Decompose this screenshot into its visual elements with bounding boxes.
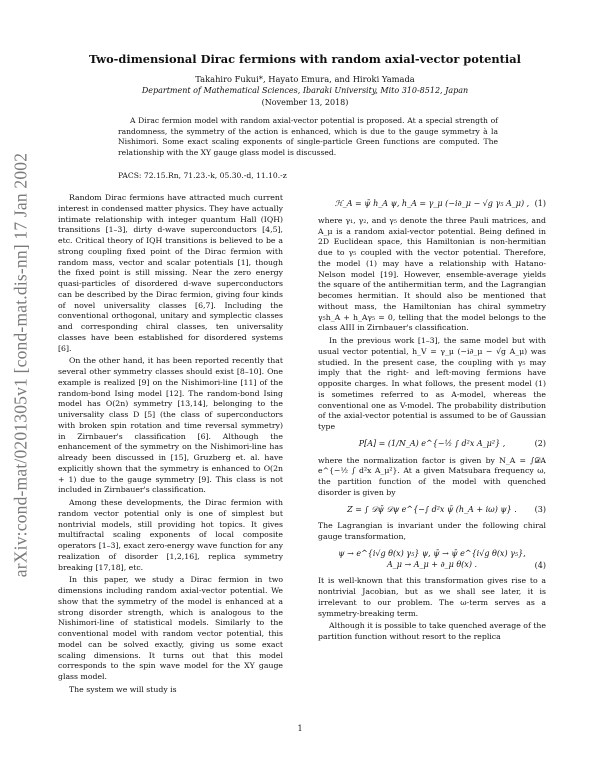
right-column: [318, 193, 546, 645]
equation-2-body: P[A] = (1/N_A) e^{−½ ∫ d²x A_μ²} ,: [358, 438, 506, 448]
right-paragraph-3: where the normalization factor is given by N_A = ∫𝒟A e^{−½ ∫ d²x A_μ²}. At a given Matsubara frequency ω, the partition function of the model with quenched disorder is given by: [318, 455, 546, 497]
equation-3-body: Z = ∫ 𝒟ψ̄ 𝒟ψ e^{−∫ d²x ψ̄ (h_A + iω) ψ} .: [347, 504, 517, 514]
equation-2-number: (2): [534, 438, 546, 448]
equation-3-number: (3): [534, 504, 546, 514]
left-paragraph-2: On the other hand, it has been reported recently that several other symmetry classes should exist [8–10]. One example is realized [9] on the Nishimori-line [11] of the random-bond Ising model [12]. The random-bond Ising model has O(2n) symmetry [13,14], belonging to the universality class D [5] (the class of superconductors with broken spin rotation and time reversal symmetry) in Zirnbauer's classification [6]. Although the enhancement of the symmetry on the Nishimori-line has already been discussed in [15], Gruzberg et. al. have explicitly shown that the symmetry is enhanced to O(2n + 1) due to the gauge symmetry [9]. This class is not included in Zirnbauer's classification.: [58, 356, 283, 495]
equation-4-line-1: ψ → e^{i√g θ(x) γ₅} ψ, ψ̄ → ψ̄ e^{i√g θ(x) γ₅},: [338, 548, 526, 558]
equation-1-body: ℋ_A = ψ̄ h_A ψ, h_A = γ_μ (−i∂_μ − √g γ₅ A_μ) ,: [334, 199, 530, 208]
paper-title: Two-dimensional Dirac fermions with random axial-vector potential: [89, 52, 521, 66]
arxiv-identifier-stamp: [8, 130, 34, 600]
left-paragraph-5: The system we will study is: [69, 684, 177, 694]
equation-4-line-2: A_μ → A_μ + ∂_μ θ(x) .: [386, 559, 478, 569]
abstract: A Dirac fermion model with random axial-vector potential is proposed. At a special strength of randomness, the symmetry of the action is enhanced, which is due to the gauge symmetry à la Nishimori. Some exact scaling exponents of single-particle Green functions are computed. The relationship with the XY gauge glass model is discussed.: [118, 116, 498, 157]
left-paragraph-1: Random Dirac fermions have attracted much current interest in condensed matter physics. They have actually intimate relationship with integer quantum Hall (IQH) transitions [1–3], dirty d-wave superconductors [4,5], etc. Critical theory of IQH transitions is believed to be a strong coupling fixed point of the Dirac fermion with random mass, vector and scalar potentials [1], though the fixed point is still missing. Near the zero energy quasi-particles of disordered d-wave superconductors can be described by the Dirac fermion, giving four kinds of novel universality classes [6,7]. Including the conventional orthogonal, unitary and symplectic classes and corresponding chiral classes, ten universality classes have been established for disordered systems [6].: [58, 193, 283, 353]
right-paragraph-1: where γ₁, γ₂, and γ₅ denote the three Pauli matrices, and A_μ is a random axial-vector potential. Being defined in 2D Euclidean space, this Hamiltonian is non-hermitian due to γ₅ coupled with the vector potential. Therefore, the model (1) may have a relationship with Hatano-Nelson model [19]. However, ensemble-average yields the square of the antihermitian term, and the Lagrangian becomes hermitian. It should also be mentioned that without mass, the Hamiltonian has chiral symmetry γ₅h_A + h_Aγ₅ = 0, telling that the model belongs to the class AIII in Zirnbauer's classification.: [318, 215, 546, 333]
paper-date: (November 13, 2018): [261, 98, 349, 107]
right-paragraph-5: It is well-known that this transformation gives rise to a nontrivial Jacobian, but as we shall see later, it is irrelevant to our problem. The ω-term serves as a symmetry-breaking term.: [318, 576, 546, 618]
equation-1: [318, 199, 546, 210]
right-paragraph-6: Although it is possible to take quenched average of the partition function without resort to the replica: [318, 621, 546, 641]
left-paragraph-3: Among these developments, the Dirac fermion with random vector potential only is one of simplest but nontrivial models, still providing hot topics. It gives multifractal scaling exponents of local composite operators [1–3], exact zero-energy wave function for any realization of disorder [1,2,16], replica symmetry breaking [17,18], etc.: [58, 498, 283, 572]
pacs-codes: PACS: 72.15.Rn, 71.23.-k, 05.30.-d, 11.10.-z: [118, 171, 287, 180]
equation-4-number: (4): [534, 560, 546, 570]
equation-3: [318, 505, 546, 516]
equation-4: [318, 549, 546, 571]
right-paragraph-4: The Lagrangian is invariant under the following chiral gauge transformation,: [318, 521, 546, 541]
affiliation: Department of Mathematical Sciences, Ibaraki University, Mito 310-8512, Japan: [141, 86, 469, 95]
right-paragraph-2: In the previous work [1–3], the same model but with usual vector potential, h_V = γ_μ (−i∂_μ − √g A_μ) was studied. In the present case, the coupling with γ₅ may imply that the right- and left-moving fermions have opposite charges. In what follows, the present model (1) is sometimes referred to as A-model, whereas the conventional one as V-model. The probability distribution of the axial-vector potential is assumed to be of Gaussian type: [318, 336, 546, 431]
arxiv-identifier-text: arXiv:cond-mat/0201305v1 [cond-mat.dis-nn] 17 Jan 2002: [10, 152, 31, 578]
left-paragraph-4: In this paper, we study a Dirac fermion in two dimensions including random axial-vector potential. We show that the symmetry of the model is enhanced at a strong disorder strength, which is analogous to the Nishimori-line of statistical models. Similarly to the conventional model with random vector potential, this model can be solved exactly, giving us some exact scaling dimensions. It turns out that this model corresponds to the spin wave model for the XY gauge glass model.: [58, 575, 283, 681]
left-column: [58, 193, 283, 698]
equation-1-number: (1): [534, 199, 546, 208]
author-list: Takahiro Fukui*, Hayato Emura, and Hiroki Yamada: [195, 74, 415, 84]
equation-2: [318, 439, 546, 450]
page-number: 1: [297, 724, 303, 733]
